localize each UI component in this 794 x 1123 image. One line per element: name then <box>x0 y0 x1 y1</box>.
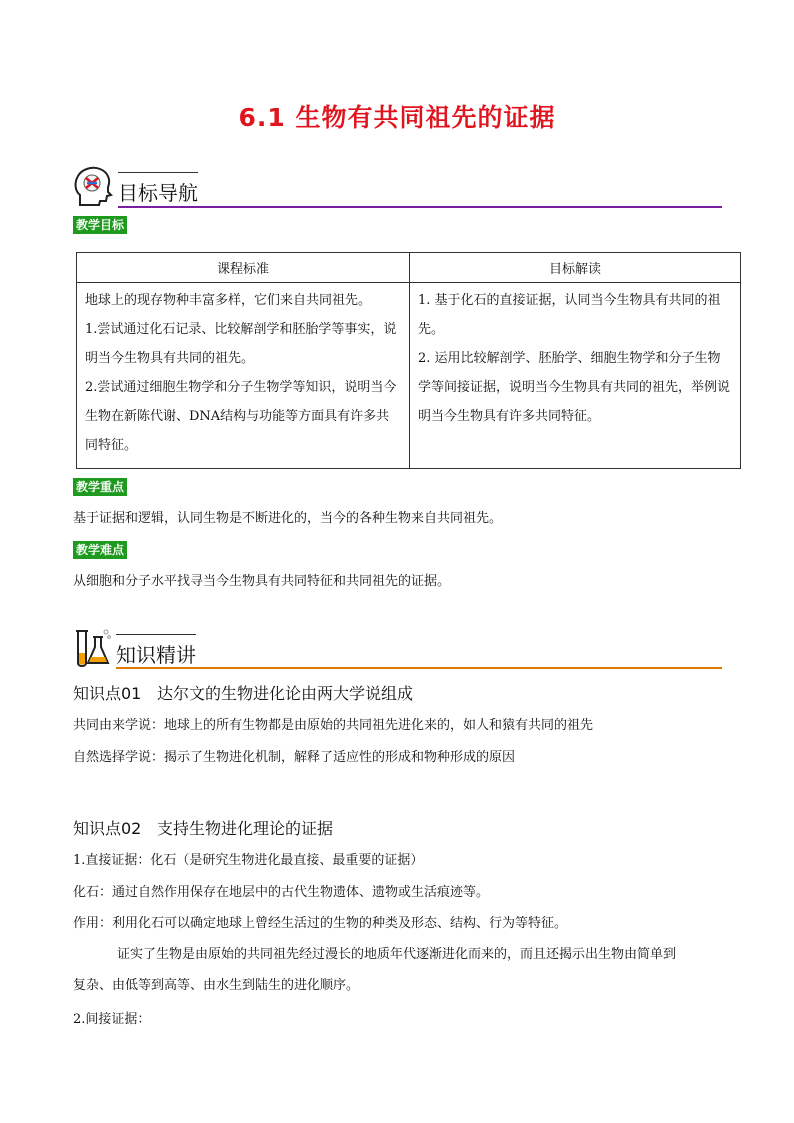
knowledge-point-number: 知识点02 <box>73 819 142 838</box>
objectives-table <box>76 252 741 469</box>
kp2-line: 2.间接证据： <box>73 1012 151 1027</box>
table-header-row <box>77 253 741 283</box>
table-header-interpretation: 目标解读 <box>410 253 741 283</box>
table-cell-standard <box>77 283 410 469</box>
standard-line: 2.尝试通过细胞生物学和分子生物学等知识，说明当今生物在新陈代谢、DNA结构与功能等方面具有许多共同特征。 <box>85 380 397 453</box>
kp1-line: 自然选择学说：揭示了生物进化机制，解释了适应性的形成和物种形成的原因 <box>73 750 516 765</box>
tag-difficult-points: 教学难点 <box>73 541 127 559</box>
section-overline <box>118 172 198 173</box>
knowledge-point-heading <box>73 816 333 839</box>
section-title-knowledge: 知识精讲 <box>116 643 196 667</box>
table-cell-interpretation <box>410 283 741 469</box>
standard-line: 1.尝试通过化石记录、比较解剖学和胚胎学等事实，说明当今生物具有共同的祖先。 <box>85 322 397 366</box>
kp2-line: 化石：通过自然作用保存在地层中的古代生物遗体、遗物或生活痕迹等。 <box>73 885 490 900</box>
section-divider-goals <box>118 206 722 208</box>
knowledge-point-heading <box>73 681 413 704</box>
tag-key-points: 教学重点 <box>73 478 127 496</box>
section-overline <box>116 634 196 635</box>
section-divider-knowledge <box>116 667 722 669</box>
interpretation-line: 2. 运用比较解剖学、胚胎学、细胞生物学和分子生物学等间接证据，说明当今生物具有共同的祖先，举例说明当今生物具有许多共同特征。 <box>418 351 731 424</box>
difficult-point-text: 从细胞和分子水平找寻当今生物具有共同特征和共同祖先的证据。 <box>73 574 451 589</box>
flask-icon <box>70 627 112 669</box>
table-row <box>77 283 741 469</box>
brain-head-icon <box>72 165 114 207</box>
key-point-text: 基于证据和逻辑，认同生物是不断进化的，当今的各种生物来自共同祖先。 <box>73 511 503 526</box>
kp2-line: 作用：利用化石可以确定地球上曾经生活过的生物的种类及形态、结构、行为等特征。 <box>73 916 568 931</box>
knowledge-point-name: 支持生物进化理论的证据 <box>157 819 334 838</box>
tag-teaching-goals: 教学目标 <box>73 216 127 234</box>
interpretation-line: 1. 基于化石的直接证据，认同当今生物具有共同的祖先。 <box>418 293 721 337</box>
standard-line: 地球上的现存物种丰富多样，它们来自共同祖先。 <box>85 293 372 308</box>
section-title-goals: 目标导航 <box>118 181 198 205</box>
page-title: 6.1 生物有共同祖先的证据 <box>238 103 556 132</box>
kp1-line: 共同由来学说：地球上的所有生物都是由原始的共同祖先进化来的，如人和猿有共同的祖先 <box>73 718 594 733</box>
kp2-line: 证实了生物是由原始的共同祖先经过漫长的地质年代逐渐进化而来的，而且还揭示出生物由简单到 <box>117 947 677 962</box>
kp2-line: 1.直接证据：化石（是研究生物进化最直接、最重要的证据） <box>73 853 424 868</box>
knowledge-point-name: 达尔文的生物进化论由两大学说组成 <box>157 684 414 703</box>
kp2-line: 复杂、由低等到高等、由水生到陆生的进化顺序。 <box>73 978 360 993</box>
knowledge-point-number: 知识点01 <box>73 684 142 703</box>
table-header-standard: 课程标准 <box>77 253 410 283</box>
